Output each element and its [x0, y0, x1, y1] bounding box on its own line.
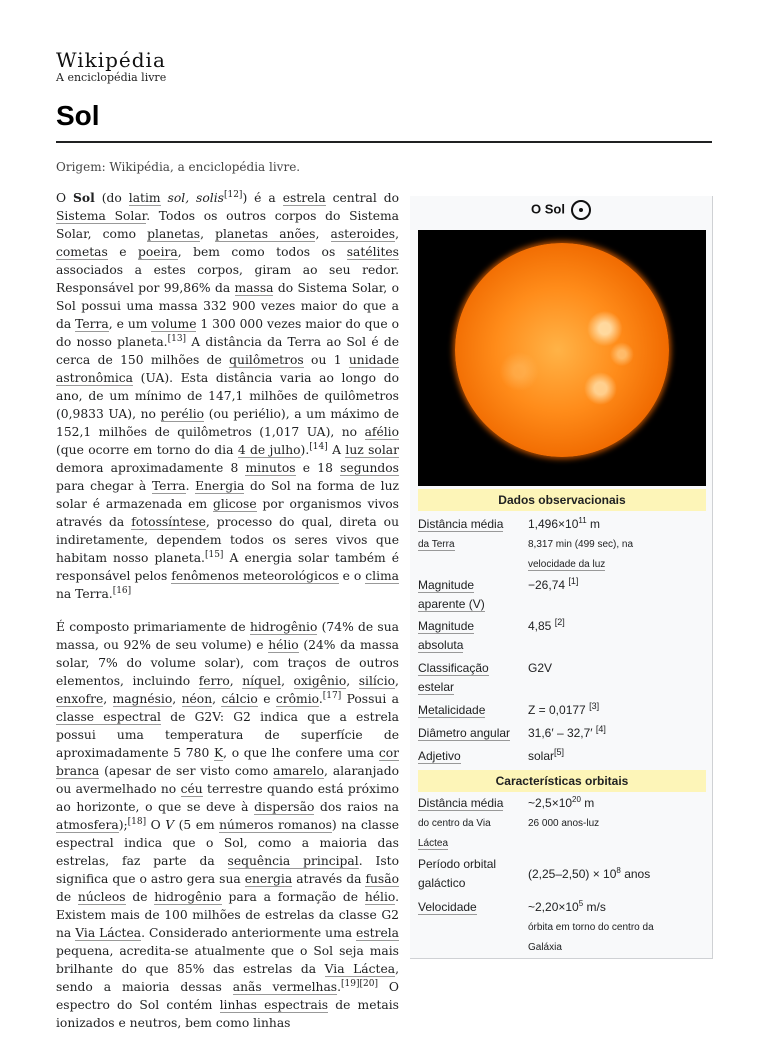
- metallicity-key[interactable]: Metalicidade: [418, 703, 486, 717]
- article-link[interactable]: classe espectral: [56, 710, 161, 724]
- article-text: A energia solar também é responsável pelos: [56, 551, 399, 583]
- article-text: ) na classe espectral indica que o Sol, como a maioria das estrelas, faz parte da: [56, 818, 400, 868]
- distance-light-speed[interactable]: velocidade da luz: [528, 559, 606, 570]
- gal-distance-ly: 26 000 anos-luz: [528, 818, 600, 829]
- row-apparent-magnitude: [418, 576, 706, 616]
- article-link[interactable]: quilômetros: [229, 353, 304, 367]
- article-link[interactable]: dispersão: [254, 800, 315, 814]
- gal-period-key-1: Período orbital: [418, 857, 497, 871]
- article-text: (que ocorre em torno do dia: [56, 443, 238, 457]
- origin-note: Origem: Wikipédia, a enciclopédia livre.: [56, 160, 301, 174]
- article-text: , processo do qual, direta ou indiretamente, dependem todos os seres vivos que habitam nosso planeta.: [56, 515, 399, 565]
- sun-disc: [455, 243, 669, 457]
- distance-unit: m: [586, 517, 601, 531]
- citation-ref[interactable]: [15]: [204, 549, 224, 560]
- article-text: (74% de sua massa, ou 92% de seu volume) e: [56, 620, 399, 652]
- article-link[interactable]: segundos: [340, 461, 399, 475]
- article-text: [161, 191, 168, 205]
- article-text: na Terra.: [56, 587, 113, 601]
- gal-distance-exp: 20: [572, 795, 581, 804]
- citation-ref[interactable]: [16]: [112, 585, 132, 596]
- article-link[interactable]: néon: [181, 692, 213, 706]
- article-link[interactable]: Energia: [195, 479, 245, 493]
- article-text: de: [125, 890, 155, 904]
- apparent-mag-ref[interactable]: [1]: [568, 576, 579, 586]
- abs-mag-key-1[interactable]: Magnitude: [418, 619, 475, 633]
- article-link[interactable]: planetas anões: [215, 227, 316, 241]
- article-text: terrestre quando está próximo ao horizonte, o que se deve à: [56, 782, 400, 814]
- article-link[interactable]: cometas: [56, 245, 108, 259]
- wikipedia-logo[interactable]: [56, 50, 166, 84]
- article-text: para chegar à: [56, 479, 152, 493]
- article-text: ,: [281, 674, 294, 688]
- article-text: ,: [212, 692, 222, 706]
- metallicity-value: Z = 0,0177: [528, 703, 586, 717]
- velocity-value: ~2,20×10: [528, 900, 579, 914]
- article-link[interactable]: fusão: [365, 872, 399, 886]
- article-link[interactable]: números romanos: [219, 818, 332, 832]
- article-text: do Sistema Solar, o Sol possui uma massa 332 900 vezes maior do que a da: [56, 281, 399, 331]
- article-text: . Todos os outros corpos do Sistema Solar, como: [56, 209, 400, 241]
- adjective-value: solar: [528, 749, 555, 763]
- article-text: e: [257, 692, 276, 706]
- row-velocity: [418, 898, 706, 958]
- adjective-ref[interactable]: [5]: [554, 747, 565, 757]
- classification-key-2[interactable]: estelar: [418, 680, 455, 694]
- article-text: 1 300 000 vezes maior do que o do nosso planeta.: [56, 317, 399, 349]
- sun-image[interactable]: [418, 230, 706, 486]
- page-title: Sol: [56, 100, 100, 131]
- article-link[interactable]: massa: [234, 281, 274, 295]
- article-link[interactable]: luz solar: [345, 443, 399, 457]
- angular-diameter-value: 31,6′ – 32,7′: [528, 726, 593, 740]
- article-text: , bem como todos os: [177, 245, 347, 259]
- apparent-mag-value: −26,74: [528, 578, 566, 592]
- article-link[interactable]: ferro: [198, 674, 230, 688]
- article-text: , sendo a maioria dessas: [56, 962, 399, 994]
- article-text: pequena, acredita-se atualmente que o Sol seja mais brilhante do que 85% das estrelas da: [56, 944, 399, 976]
- row-classification: [418, 659, 706, 699]
- article-link[interactable]: minutos: [245, 461, 296, 475]
- article-link[interactable]: anãs vermelhas: [232, 980, 338, 994]
- angular-diameter-key[interactable]: Diâmetro angular: [418, 726, 511, 740]
- article-link[interactable]: silício: [358, 674, 396, 688]
- infobox-title-text: O Sol: [531, 201, 565, 217]
- abs-mag-key-2[interactable]: absoluta: [418, 638, 464, 652]
- article-link[interactable]: crômio: [275, 692, 319, 706]
- article-link[interactable]: oxigênio: [293, 674, 347, 688]
- velocity-note-2: Galáxia: [528, 942, 562, 953]
- infobox-title: [410, 200, 712, 220]
- article-link[interactable]: volume: [151, 317, 197, 331]
- article-link[interactable]: magnésio: [112, 692, 173, 706]
- article-link[interactable]: sequência principal: [227, 854, 359, 868]
- article-link[interactable]: céu: [180, 782, 203, 796]
- logo-wordmark: Wikipédia: [56, 48, 166, 72]
- article-italic-text: V: [165, 818, 175, 832]
- article-link[interactable]: estrela: [282, 191, 326, 205]
- gal-period-key-2: galáctico: [418, 876, 466, 890]
- article-text: . Isto significa que o astro gera sua: [56, 854, 399, 886]
- logo-tagline: A enciclopédia livre: [56, 71, 167, 84]
- velocity-exp: 5: [578, 899, 584, 908]
- article-text: .: [318, 692, 323, 706]
- article-link[interactable]: Via Láctea: [324, 962, 396, 976]
- citation-ref[interactable]: [12]: [223, 189, 243, 200]
- row-distance: [418, 515, 706, 575]
- infobox: [410, 196, 713, 959]
- article-text: demora aproximadamente 8: [56, 461, 246, 475]
- article-text: , o que lhe confere uma: [223, 746, 379, 760]
- article-text: . Considerado anteriormente uma: [141, 926, 357, 940]
- gal-period-value: (2,25–2,50) × 10: [528, 867, 617, 881]
- article-text: dos raios na: [314, 800, 399, 814]
- article-text: , e um: [108, 317, 152, 331]
- article-body: [56, 189, 399, 1047]
- distance-light-time: 8,317 min (499 sec), na: [528, 539, 634, 550]
- distance-key-1[interactable]: Distância média: [418, 517, 504, 531]
- article-text: Possui a: [341, 692, 399, 706]
- apparent-mag-key-1[interactable]: Magnitude: [418, 578, 475, 592]
- article-text: do Sol na forma de luz solar é armazenada em: [56, 479, 399, 511]
- article-text: A distância da Terra ao Sol é de cerca de 150 milhões de: [56, 335, 399, 367]
- article-link[interactable]: atmosfera: [56, 818, 119, 832]
- article-text: (apesar de ser visto como: [99, 764, 274, 778]
- article-link[interactable]: perélio: [160, 407, 205, 421]
- abs-mag-ref[interactable]: [2]: [554, 617, 565, 627]
- article-link[interactable]: unidade astronômica: [56, 353, 400, 385]
- distance-key-2[interactable]: da Terra: [418, 539, 455, 550]
- article-link[interactable]: hélio: [268, 638, 299, 652]
- article-text: para a formação de: [221, 890, 365, 904]
- article-link[interactable]: fotossíntese: [131, 515, 206, 529]
- article-link[interactable]: hidrogênio: [154, 890, 222, 904]
- citation-ref[interactable]: [13]: [167, 333, 187, 344]
- article-link[interactable]: poeira: [138, 245, 178, 259]
- article-text: , alaranjado ou avermelhado no: [56, 764, 399, 796]
- gal-period-exp: 8: [616, 866, 621, 875]
- gal-period-unit: anos: [620, 867, 651, 881]
- article-text: de: [56, 890, 78, 904]
- article-link[interactable]: amarelo: [273, 764, 324, 778]
- velocity-unit: m/s: [583, 900, 606, 914]
- article-text: ,: [103, 692, 113, 706]
- article-text: (ou periélio), a um máximo de 152,1 milhões de quilômetros (1,017 UA), no: [56, 407, 399, 439]
- row-galactic-period: [418, 855, 706, 895]
- article-text: (UA). Esta distância varia ao longo do ano, de um mínimo de 147,1 milhões de quilômetros (0,9833 UA), no: [56, 371, 399, 421]
- article-link[interactable]: afélio: [364, 425, 399, 439]
- adjective-key[interactable]: Adjetivo: [418, 749, 461, 763]
- article-link[interactable]: hélio: [364, 890, 396, 904]
- row-absolute-magnitude: [418, 617, 706, 657]
- article-text: através da: [292, 872, 366, 886]
- article-link[interactable]: Sistema Solar: [56, 209, 147, 223]
- title-divider: [56, 141, 712, 143]
- article-text: O: [56, 191, 74, 205]
- article-bold-term: Sol: [73, 190, 95, 205]
- article-link[interactable]: hidrogênio: [249, 620, 318, 634]
- article-text: ).: [300, 443, 310, 457]
- article-link[interactable]: cálcio: [221, 692, 258, 706]
- article-link[interactable]: linhas espectrais: [219, 998, 329, 1012]
- article-text: ) é a: [242, 191, 283, 205]
- article-text: de metais ionizados e neutros, bem como linhas: [56, 998, 399, 1030]
- article-text: (5 em: [174, 818, 220, 832]
- article-link[interactable]: cor: [378, 746, 399, 760]
- article-link[interactable]: clima: [365, 569, 400, 583]
- classification-key-1[interactable]: Classificação: [418, 661, 489, 675]
- article-text: (24% da massa solar, 7% do volume solar), com traços de outros elementos, incluindo: [56, 638, 399, 688]
- gal-distance-unit: m: [580, 796, 595, 810]
- article-link[interactable]: estrela: [356, 926, 399, 940]
- row-angular-diameter: [418, 724, 706, 744]
- article-italic-text: sol, solis: [167, 191, 224, 205]
- article-text: e o: [338, 569, 366, 583]
- citation-ref[interactable]: [19][20]: [341, 978, 378, 989]
- article-text: O espectro do Sol contém: [56, 980, 399, 1012]
- citation-ref[interactable]: [18]: [127, 816, 147, 827]
- distance-exp: 11: [578, 516, 587, 525]
- article-link[interactable]: fenômenos meteorológicos: [171, 569, 339, 583]
- article-link[interactable]: níquel: [242, 674, 282, 688]
- gal-distance-key-1[interactable]: Distância média: [418, 796, 504, 810]
- article-text: ,: [229, 674, 243, 688]
- article-text: O: [146, 818, 166, 832]
- article-text: por organismos vivos através da: [56, 497, 399, 529]
- article-text: e 18: [295, 461, 341, 475]
- abs-mag-value: 4,85: [528, 619, 552, 633]
- paragraph-2: [56, 618, 399, 1032]
- article-link[interactable]: planetas: [147, 227, 201, 241]
- row-galactic-distance: [418, 794, 706, 854]
- article-text: ,: [315, 227, 331, 241]
- row-adjective: [418, 747, 706, 767]
- velocity-key[interactable]: Velocidade: [418, 900, 477, 914]
- article-link[interactable]: branca: [56, 764, 100, 778]
- article-text: ,: [346, 674, 359, 688]
- article-link[interactable]: núcleos: [77, 890, 126, 904]
- article-text: associados a estes corpos, giram ao seu redor. Responsável por 99,86% da: [56, 263, 399, 295]
- article-text: );: [118, 818, 128, 832]
- article-text: É composto primariamente de: [56, 620, 250, 634]
- article-text: ,: [395, 674, 399, 688]
- citation-ref[interactable]: [17]: [322, 690, 342, 701]
- article-text: (do: [94, 191, 129, 205]
- section-orbital: Características orbitais: [418, 770, 706, 792]
- article-link[interactable]: Terra: [75, 317, 109, 331]
- article-link[interactable]: Terra: [151, 479, 186, 493]
- article-link[interactable]: glicose: [213, 497, 257, 511]
- article-link[interactable]: asteroides: [330, 227, 396, 241]
- sun-symbol-icon: [571, 200, 591, 220]
- section-observational: Dados observacionais: [418, 489, 706, 511]
- gal-distance-key-2: do centro da Via: [418, 818, 491, 829]
- classification-value: G2V: [528, 661, 553, 675]
- article-text: A: [327, 443, 346, 457]
- velocity-note-1: órbita em torno do centro da: [528, 922, 654, 933]
- article-text: .: [185, 479, 196, 493]
- gal-distance-key-3[interactable]: Láctea: [418, 838, 449, 849]
- article-link[interactable]: latim: [128, 191, 161, 205]
- paragraph-1: [56, 189, 399, 603]
- metallicity-ref[interactable]: [3]: [589, 701, 600, 711]
- article-text: central do: [325, 191, 399, 205]
- article-link[interactable]: K: [213, 746, 224, 760]
- row-metallicity: [418, 701, 706, 721]
- article-link[interactable]: energia: [244, 872, 293, 886]
- article-text: . Existem mais de 100 milhões de estrelas da classe G2 na: [56, 890, 400, 940]
- apparent-mag-key-2[interactable]: aparente (V): [418, 597, 485, 611]
- article-text: de G2V: G2 indica que a estrela possui uma temperatura de superfície de aproximadamente 5 780: [56, 710, 399, 760]
- article-text: ,: [200, 227, 216, 241]
- gal-distance-value: ~2,5×10: [528, 796, 573, 810]
- article-text: ou 1: [303, 353, 349, 367]
- article-link[interactable]: enxofre: [56, 692, 104, 706]
- article-link[interactable]: 4 de julho: [237, 443, 301, 457]
- article-text: ,: [172, 692, 182, 706]
- article-link[interactable]: satélites: [346, 245, 399, 259]
- article-link[interactable]: Via Láctea: [75, 926, 142, 940]
- article-text: .: [337, 980, 342, 994]
- angular-diameter-ref[interactable]: [4]: [595, 724, 606, 734]
- citation-ref[interactable]: [14]: [309, 441, 328, 452]
- distance-value: 1,496×10: [528, 517, 579, 531]
- article-text: ,: [395, 227, 399, 241]
- article-text: e: [107, 245, 139, 259]
